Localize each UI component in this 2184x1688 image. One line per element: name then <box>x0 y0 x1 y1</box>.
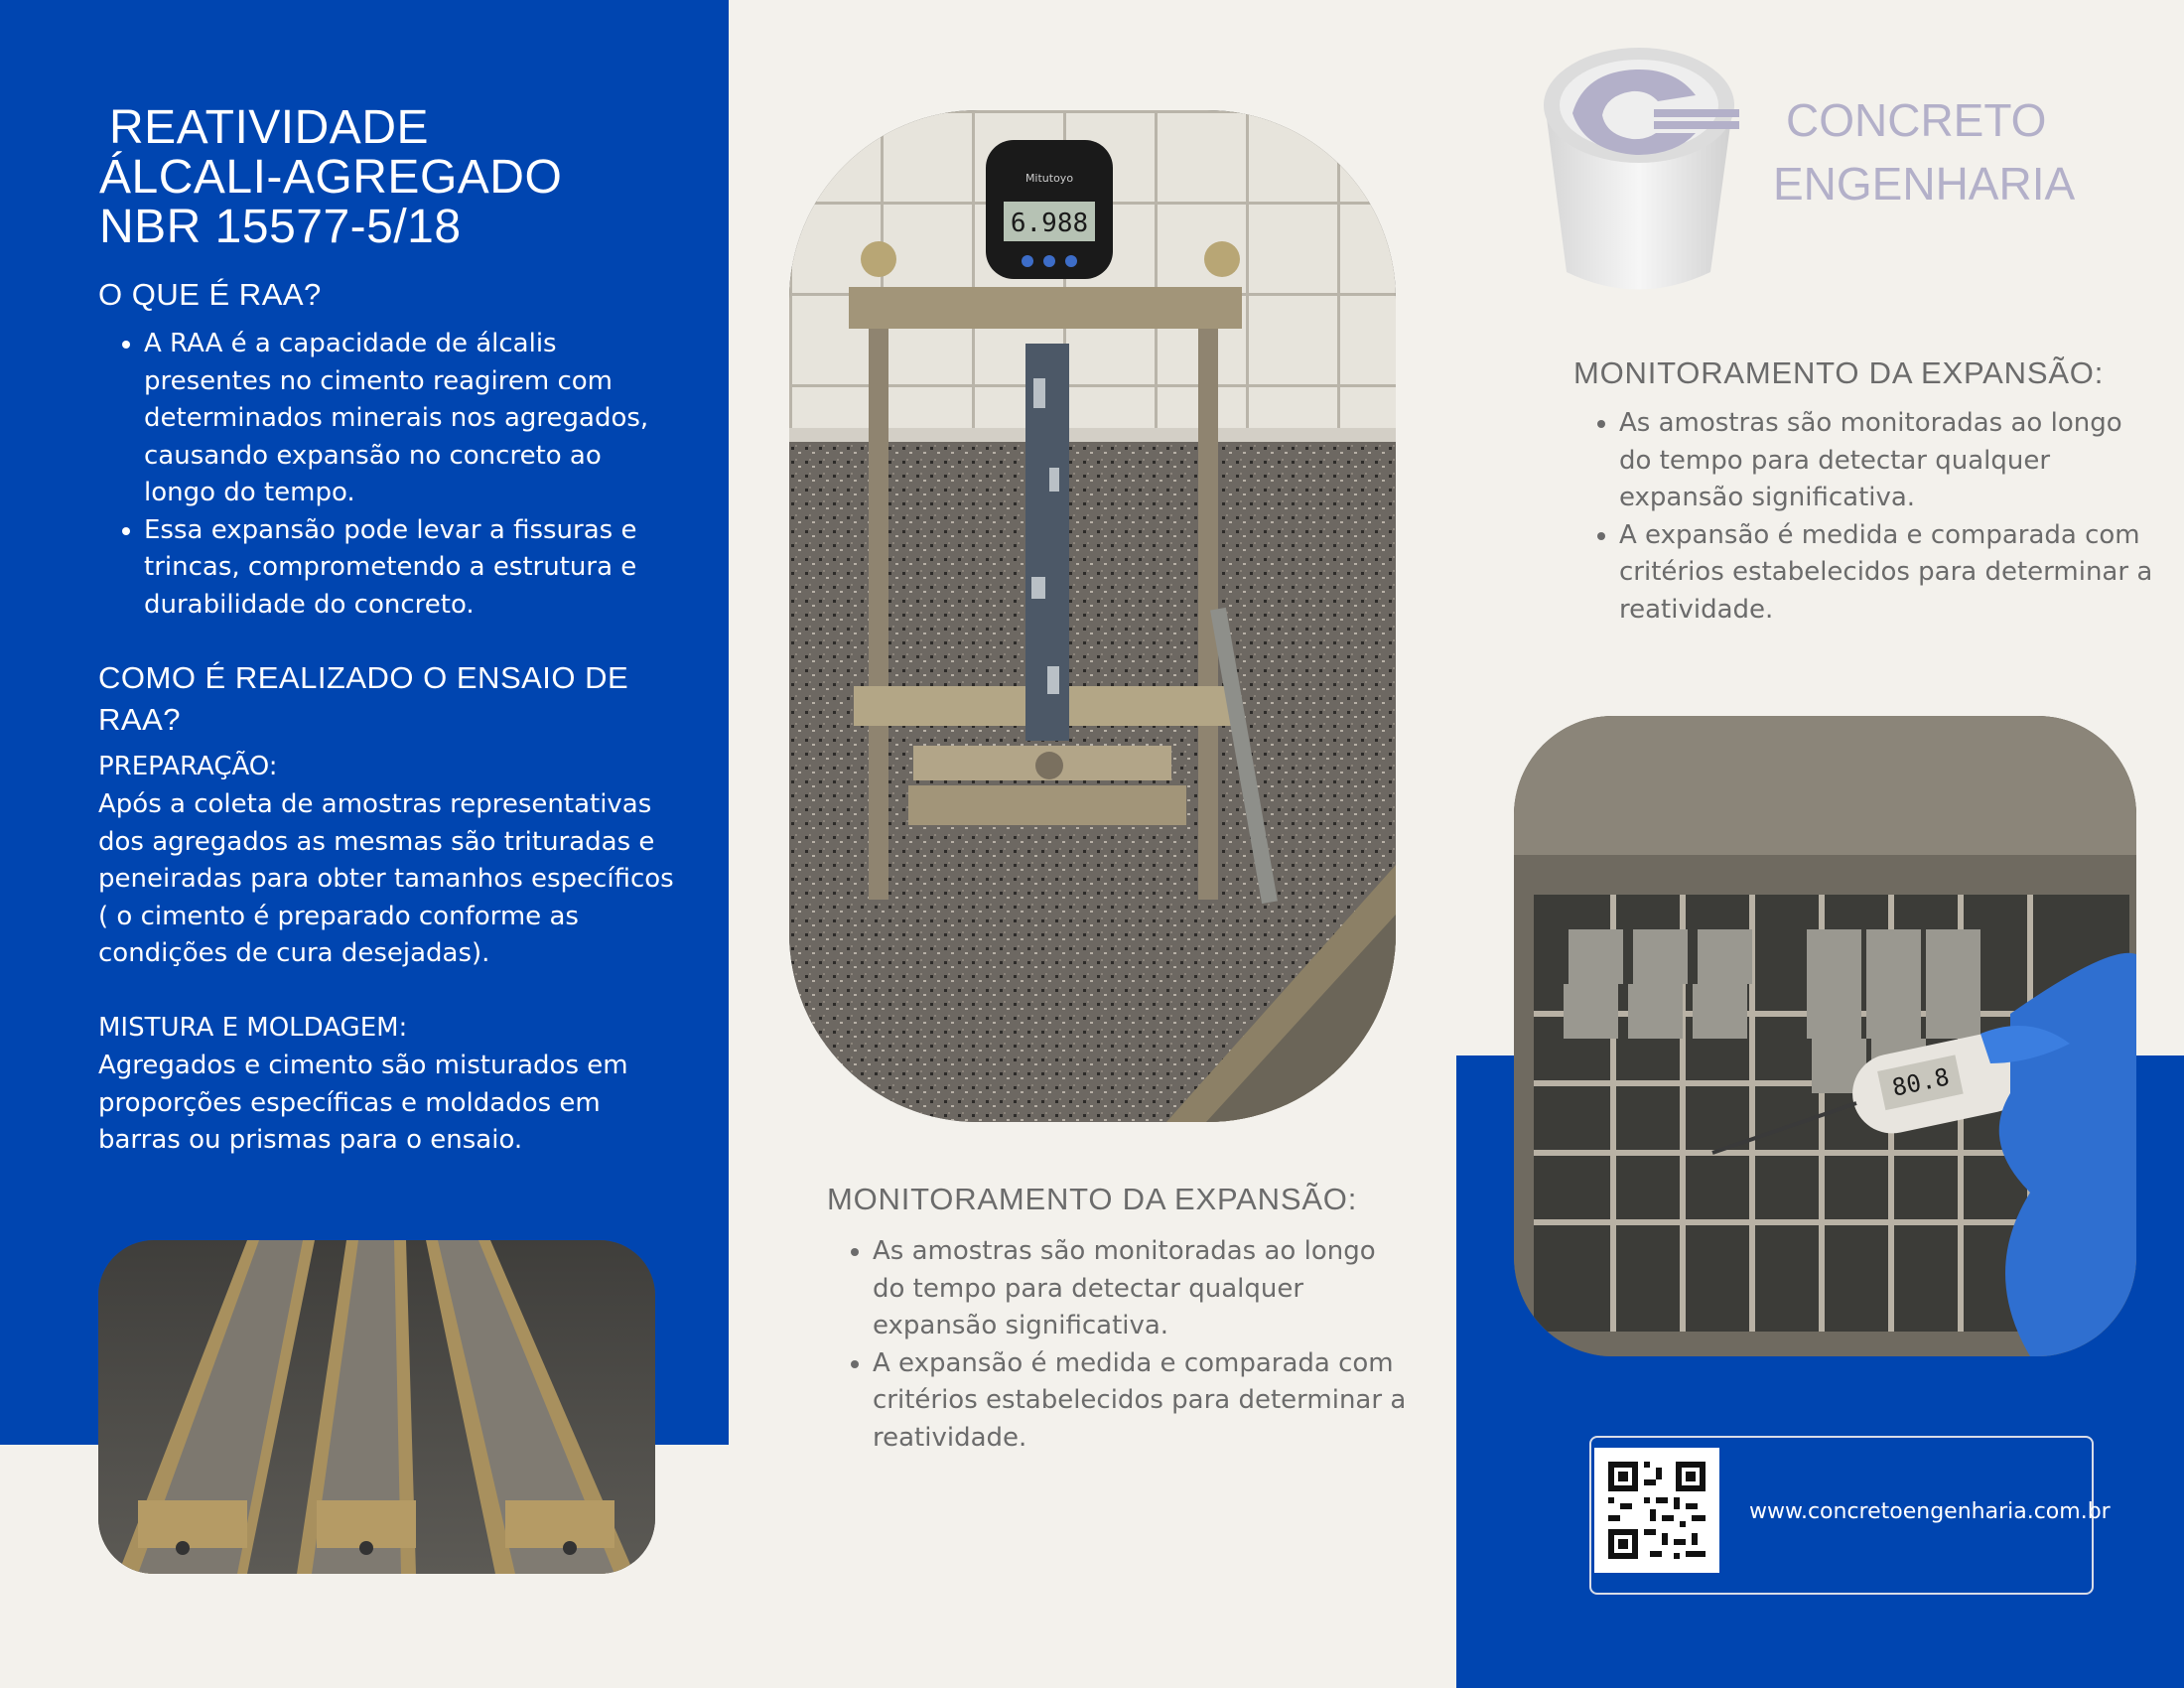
thermometer-reading: 80.8 <box>1889 1062 1952 1102</box>
qr-code-icon[interactable] <box>1594 1448 1719 1573</box>
preparation-text: Após a coleta de amostras representativas dos agregados as mesmas são trituradas e peneiradas para obter tamanhos específicos ( o cimento é preparado conforme as condições de cura desejadas). <box>98 789 674 968</box>
gauge-brand: Mitutoyo <box>1024 172 1074 185</box>
how-test-heading: COMO É REALIZADO O ENSAIO DE RAA? <box>98 660 629 737</box>
list-item: • A expansão é medida e comparada com critérios estabelecidos para determinar a reatividade. <box>873 1345 1409 1458</box>
mixing-label: MISTURA E MOLDAGEM: <box>98 1013 408 1043</box>
list-item: • Essa expansão pode levar a fissuras e trincas, comprometendo a estrutura e durabilidade do concreto. <box>144 512 680 625</box>
title-line: NBR 15577-5/18 <box>99 201 462 253</box>
preparation-label: PREPARAÇÃO: <box>98 752 278 781</box>
list-item: • A RAA é a capacidade de álcalis presentes no cimento reagirem com determinados minerais nos agregados, causando expansão no concreto ao longo do tempo. <box>144 326 680 512</box>
mixing-text: Agregados e cimento são misturados em proporções específicas e moldados em barras ou prismas para o ensaio. <box>98 1051 628 1155</box>
logo-text-line2: ENGENHARIA <box>1773 158 2076 210</box>
brochure-title <box>99 103 655 252</box>
gauge-reading: 6.988 <box>1010 209 1089 238</box>
length-comparator-photo <box>789 110 1396 1122</box>
monitoring-heading-middle: MONITORAMENTO DA EXPANSÃO: <box>827 1182 1358 1216</box>
list-item: • A expansão é medida e comparada com critérios estabelecidos para determinar a reatividade. <box>1619 517 2155 630</box>
water-bath-samples-photo <box>1514 716 2136 1356</box>
what-is-raa-list <box>98 326 680 624</box>
logo-text-line1: CONCRETO <box>1786 94 2047 146</box>
monitoring-heading-right: MONITORAMENTO DA EXPANSÃO: <box>1573 355 2105 390</box>
monitoring-list-right <box>1573 405 2155 629</box>
list-item: • As amostras são monitoradas ao longo do tempo para detectar qualquer expansão significativa. <box>873 1233 1409 1345</box>
list-item: • As amostras são monitoradas ao longo do tempo para detectar qualquer expansão significativa. <box>1619 405 2155 517</box>
title-line: ÁLCALI-AGREGADO <box>99 151 563 204</box>
monitoring-list-middle <box>827 1233 1409 1457</box>
title-line: REATIVIDADE <box>109 101 429 154</box>
concreto-logo-icon <box>1537 44 1740 297</box>
website-link[interactable]: www.concretoengenharia.com.br <box>1749 1499 2111 1524</box>
mold-bars-photo <box>98 1240 655 1574</box>
what-is-raa-heading: O QUE É RAA? <box>98 277 322 312</box>
